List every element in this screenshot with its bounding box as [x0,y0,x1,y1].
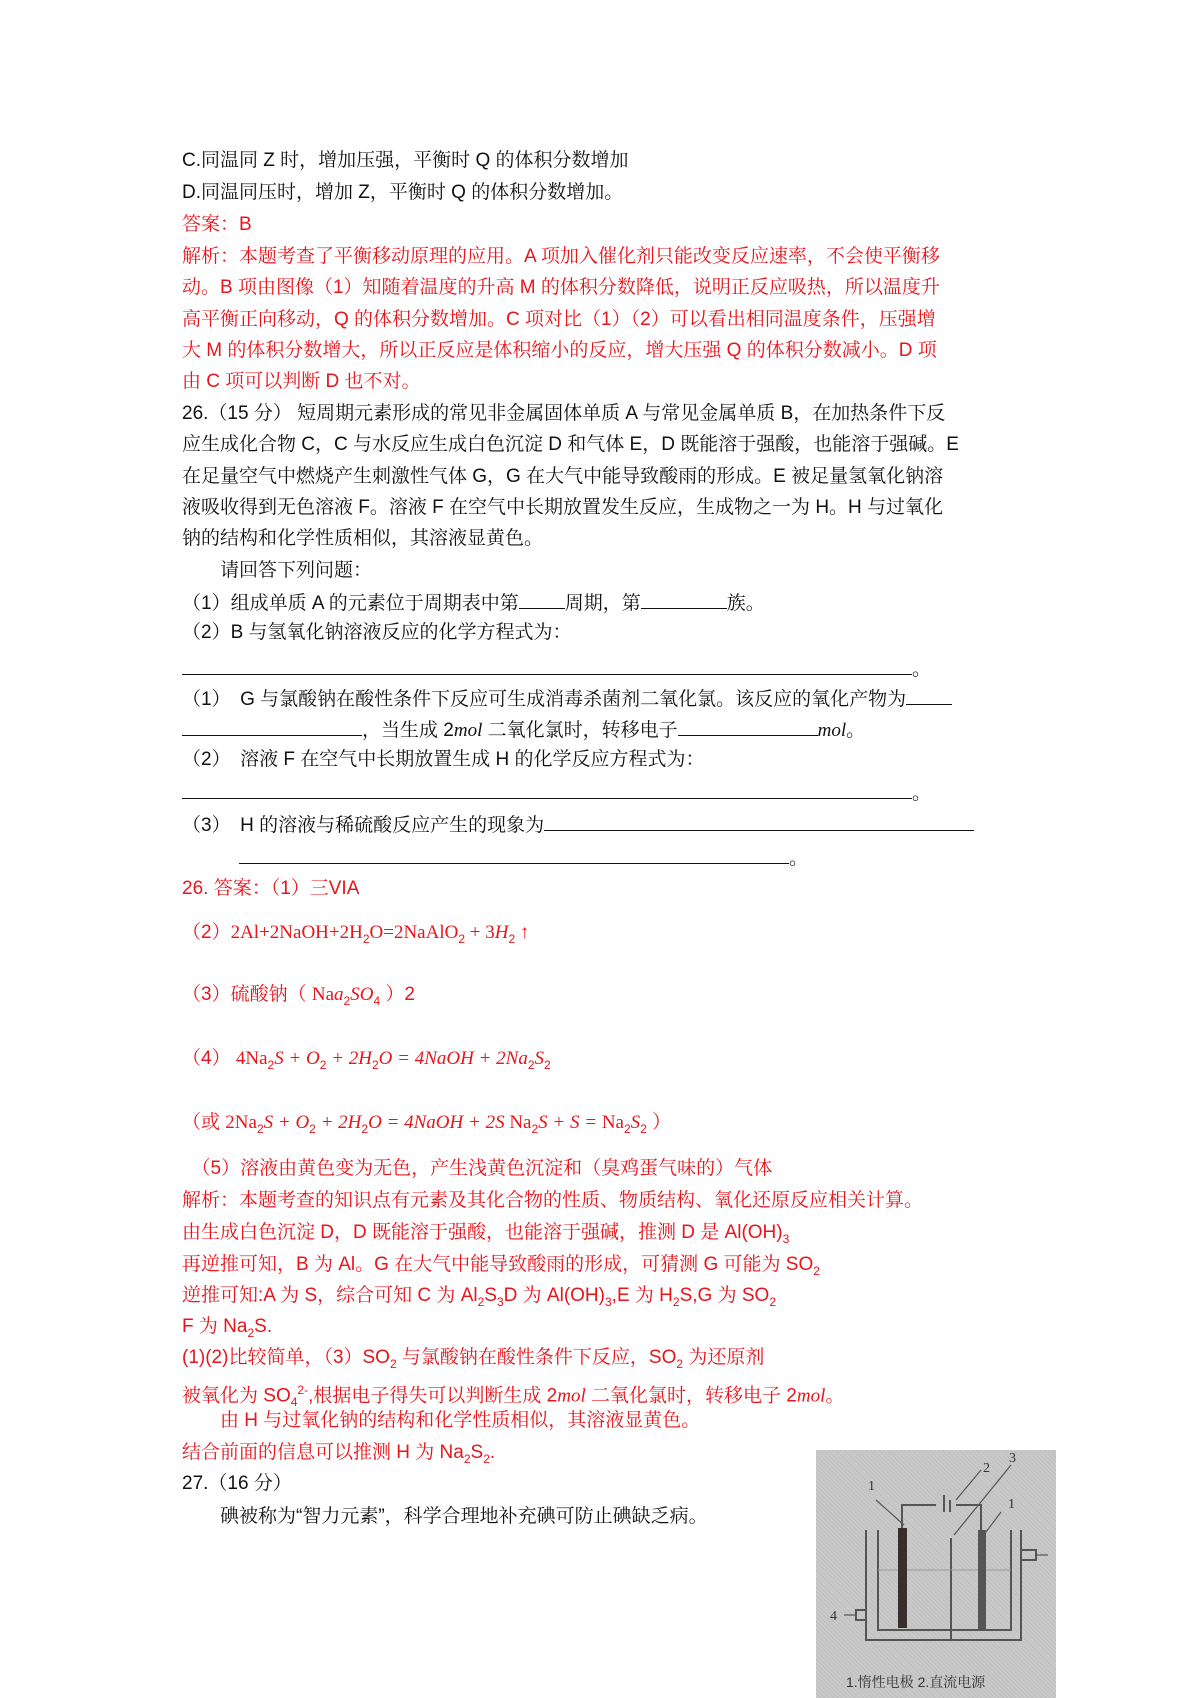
text-run: 解析：本题考查了平衡移动原理的应用。A 项加入催化剂只能改变反应速率，不会使平衡移 [182,246,940,267]
formula-text: ↑ [515,922,530,943]
option-d [182,181,623,205]
math-italic: + 2H [326,1048,372,1069]
fill-in-blank [182,717,362,736]
question-27-title [182,1472,292,1496]
answer-26-4-alt [182,1111,671,1141]
superscript: 2- [297,1383,309,1397]
analysis-25 [182,339,937,363]
subscript: 2 [389,1356,397,1371]
text-run: 。 [789,848,809,869]
text-run: （5）溶液由黄色变为无色，产生浅黄色沉淀和（臭鸡蛋气味的）气体 [182,1158,773,1179]
formula-text: 2Al+2NaOH+2H [230,922,363,943]
question-26-stem [182,465,943,489]
label-1b: 1 [1008,1497,1015,1512]
sub-question-3 [182,717,865,743]
text-run: 26.（15 分） 短周期元素形成的常见非金属固体单质 A 与常见金属单质 B，在加热条件下反 [182,403,946,424]
sub-question-4 [182,748,705,772]
text-run: 二氧化氯时，转移电子 [482,720,678,741]
text-run: 族。 [726,593,765,614]
math-italic: H [494,922,509,943]
fill-in-blank [544,812,974,831]
analysis-26 [182,1284,776,1314]
electrolysis-cell-diagram [816,1450,1056,1698]
math-italic: mol [557,1385,586,1407]
sub-question-1 [182,590,765,616]
math-italic: O = 4NaOH + 2S [368,1112,505,1133]
text-run: S,G 为 SO [679,1285,770,1306]
text-run: C.同温同 Z 时，增加压强，平衡时 Q 的体积分数增加 [182,150,629,171]
question-26-stem [182,496,943,520]
subscript: 2 [531,1121,539,1136]
text-run: 结合前面的信息可以推测 H 为 Na [182,1442,464,1463]
subscript: 2 [362,931,370,946]
text-run: 动。B 项由图像（1）知随着温度的升高 M 的体积分数降低，说明正反应吸热，所以温度升 [182,277,940,298]
answer-25 [182,213,252,237]
math-italic: S [534,1048,545,1069]
text-run: 。 [825,1385,845,1407]
text-run: 逆推可知:A 为 S，综合可知 C 为 Al [182,1285,478,1306]
text-run: 被氧化为 SO [182,1385,291,1407]
subscript: 2 [477,1294,485,1309]
answer-26-3 [182,983,415,1013]
text-run: 高平衡正向移动，Q 的体积分数增加。C 项对比（1）（2）可以看出相同温度条件，压强增 [182,309,936,330]
subscript: 2 [267,1057,275,1072]
text-run: （2） 溶液 F 在空气中长期放置生成 H 的化学反应方程式为： [182,749,705,770]
answer-blank-line [182,780,931,806]
text-run: 钠的结构和化学性质相似，其溶液显黄色。 [182,528,544,549]
sub-question-2 [182,621,572,645]
text-run: ）2 [380,984,415,1005]
text-run: ,根据电子得失可以判断生成 2 [308,1385,558,1407]
text-run: 。 [912,783,932,804]
analysis-25 [182,276,940,300]
answer-blank-line [182,656,931,682]
formula-text: + 3 [465,922,495,943]
text-run: （3）硫酸钠（ [182,984,312,1005]
math-italic: mol [817,720,847,741]
text-run: D 为 Al(OH) [503,1285,605,1306]
text-run: F 为 Na [182,1316,248,1337]
formula-text: 2Na [225,1112,257,1133]
text-run: S [470,1442,484,1463]
analysis-26 [182,1315,272,1345]
text-run: 。 [846,720,866,741]
inert-electrode-left [898,1528,907,1628]
question-26-stem [182,433,959,457]
text-run: (1)(2)比较简单，（3）SO [182,1347,390,1368]
math-italic: O = 4NaOH + 2Na [378,1048,528,1069]
subscript: 2 [544,1057,551,1072]
math-italic: + 2H [315,1112,362,1133]
fill-in-blank [641,590,727,609]
label-3: 3 [1009,1451,1016,1466]
fill-in-blank [519,590,565,609]
subscript: 2 [309,1121,316,1136]
fill-in-blank [678,717,818,736]
subscript: 2 [319,1057,327,1072]
question-prompt [182,559,372,583]
answer-26-1 [182,877,359,901]
analysis-26 [182,1409,700,1433]
answer-26-4 [182,1047,551,1077]
question-26-stem [182,527,543,551]
text-run: 再逆推可知，B 为 Al。G 在大气中能导致酸雨的形成，可猜测 G 可能为 SO [182,1254,814,1275]
text-run: 26. 答案：（1）三VIA [182,878,360,899]
subscript: 4 [373,993,381,1008]
text-run: D.同温同压时，增加 Z，平衡时 Q 的体积分数增加。 [182,182,624,203]
subscript: 3 [496,1294,504,1309]
math-italic: mol [453,720,483,741]
text-run: （3） H 的溶液与稀硫酸反应产生的现象为 [182,815,545,836]
fill-in-blank [906,686,952,705]
analysis-25 [182,370,421,394]
question-27-stem [182,1505,708,1529]
subscript: 3 [782,1231,790,1246]
subscript: 2 [623,1121,631,1136]
text-run: ，当生成 2 [362,720,454,741]
subscript: 2 [676,1356,684,1371]
analysis-26 [182,1221,789,1251]
text-run: （2）B 与氢氧化钠溶液反应的化学方程式为： [182,622,572,643]
math-italic: a [334,984,344,1005]
text-run: （4） [182,1048,236,1069]
subscript: 3 [604,1294,612,1309]
text-run: 由 H 与过氧化钠的结构和化学性质相似，其溶液显黄色。 [182,1410,701,1431]
subscript: 2 [508,931,516,946]
text-run: 答案：B [182,214,252,235]
text-run: 请回答下列问题： [182,560,373,581]
subscript: 2 [256,1121,264,1136]
subscript: 2 [247,1325,255,1340]
math-italic: S [630,1112,641,1133]
text-run: （1）组成单质 A 的元素位于周期表中第 [182,593,519,614]
math-italic: S + O [274,1048,320,1069]
text-run: S [484,1285,497,1306]
math-italic: SO [350,984,374,1005]
inert-electrode-right [978,1530,986,1630]
text-run: 在足量空气中燃烧产生刺激性气体 G，G 在大气中能导致酸雨的形成。E 被足量氢氧化钠溶 [182,466,944,487]
subscript: 2 [463,1451,471,1466]
analysis-26 [182,1346,764,1376]
sub-question-5 [182,812,974,838]
subscript: 2 [813,1263,820,1278]
subscript: 2 [458,931,466,946]
fill-in-blank [182,780,912,799]
subscript: 2 [527,1057,535,1072]
sub-question-3 [182,686,952,712]
text-run: S. [254,1316,273,1337]
label-4: 4 [830,1609,837,1624]
figure-caption: 1.惰性电极 2.直流电源 [846,1674,986,1690]
formula-text: Na [311,984,335,1005]
text-run [182,848,239,869]
text-run: ） [646,1112,672,1133]
fill-in-blank [239,845,789,864]
label-2: 2 [983,1461,990,1476]
analysis-26 [182,1253,820,1283]
subscript: 2 [343,993,351,1008]
text-run: . [489,1442,496,1463]
formula-text: O=2NaAlO [369,922,459,943]
text-run: （1） G 与氯酸钠在酸性条件下反应可生成消毒杀菌剂二氧化氯。该反应的氧化产物为 [182,689,907,710]
subscript: 4 [290,1395,298,1410]
option-c [182,149,629,173]
question-26-stem [182,402,945,426]
math-italic: mol [796,1385,826,1407]
subscript: 2 [640,1121,647,1136]
analysis-26 [182,1189,923,1213]
text-run: （或 [182,1112,226,1133]
text-run: 由生成白色沉淀 D，D 既能溶于强酸，也能溶于强碱，推测 D 是 Al(OH) [182,1222,783,1243]
formula-text: Na [601,1112,624,1133]
math-italic: S + O [263,1112,310,1133]
text-run: 碘被称为“智力元素”，科学合理地补充碘可防止碘缺乏病。 [182,1506,708,1527]
text-run: 27.（16 分） [182,1473,292,1494]
text-run: ,E 为 H [611,1285,673,1306]
text-run: 二氧化氯时，转移电子 2 [585,1385,797,1407]
analysis-25 [182,245,940,269]
subscript: 2 [361,1121,369,1136]
analysis-26 [182,1441,495,1471]
fill-in-blank [182,656,912,675]
answer-26-5 [182,1157,772,1181]
electrolysis-cell-figure [816,1450,1056,1698]
text-run: （2） [182,922,231,943]
text-run: 由 C 项可以判断 D 也不对。 [182,371,421,392]
answer-blank-line [182,845,808,871]
answer-26-2 [182,921,529,951]
subscript: 2 [672,1294,680,1309]
formula-text: Na [504,1112,532,1133]
text-run: 与氯酸钠在酸性条件下反应，SO [396,1347,677,1368]
text-run: 应生成化合物 C，C 与水反应生成白色沉淀 D 和气体 E，D 既能溶于强酸，也能溶于强碱。E [182,434,959,455]
text-run: 液吸收得到无色溶液 F。溶液 F 在空气中长期放置发生反应，生成物之一为 H。H 与过氧化 [182,497,944,518]
text-run: 为还原剂 [683,1347,765,1368]
subscript: 2 [483,1451,490,1466]
text-run: 。 [912,659,932,680]
subscript: 2 [769,1294,777,1309]
analysis-25 [182,308,936,332]
subscript: 2 [371,1057,379,1072]
label-1: 1 [868,1479,875,1494]
formula-text: 4Na [235,1048,268,1069]
text-run: 大 M 的体积分数增大，所以正反应是体积缩小的反应，增大压强 Q 的体积分数减小。D 项 [182,340,937,361]
text-run: 解析：本题考查的知识点有元素及其化合物的性质、物质结构、氧化还原反应相关计算。 [182,1190,924,1211]
math-italic: S + S = [538,1112,602,1133]
text-run: 周期，第 [564,593,641,614]
